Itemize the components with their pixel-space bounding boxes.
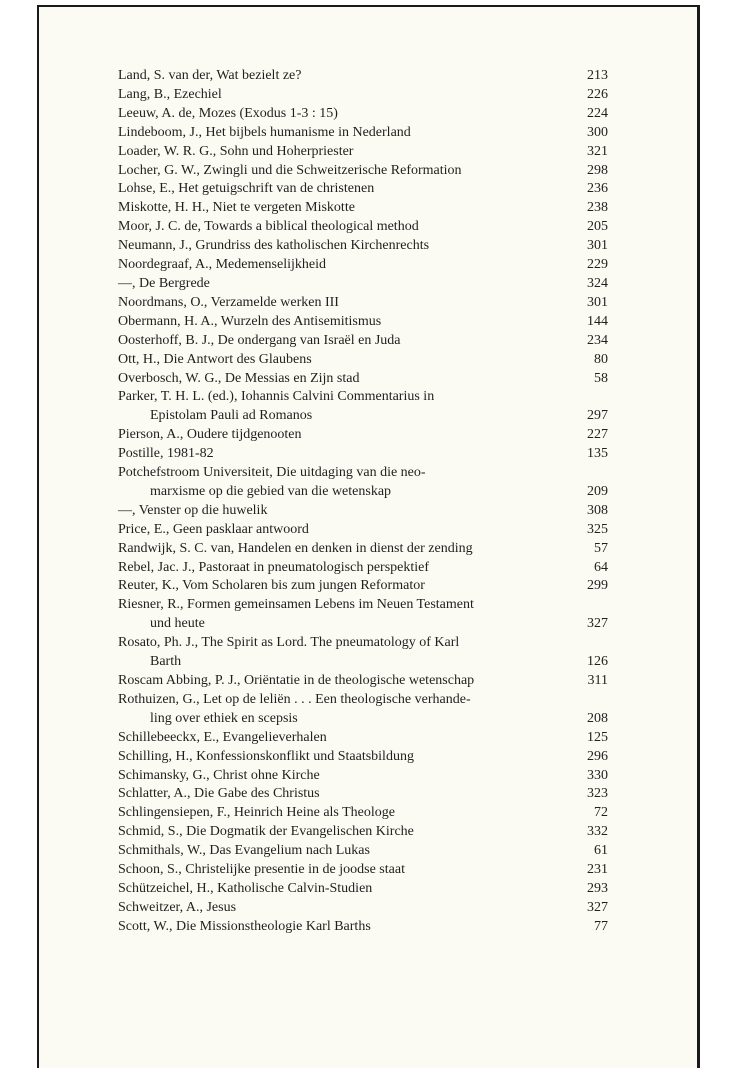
entry-page-number: 300 <box>587 124 608 140</box>
index-entry <box>118 691 610 729</box>
entry-title-continuation: Epistolam Pauli ad Romanos <box>150 408 313 424</box>
entry-page-number: 332 <box>587 824 608 840</box>
entry-page-number: 213 <box>587 68 608 83</box>
book-review-index <box>118 67 610 937</box>
entry-title: Randwijk, S. C. van, Handelen en denken in dienst der zending <box>118 540 473 556</box>
entry-page-number: 325 <box>587 521 608 537</box>
entry-page-number: 58 <box>594 370 608 386</box>
entry-title-continuation: marxisme op die gebied van die wetenskap <box>150 483 392 499</box>
index-entry <box>118 426 610 445</box>
entry-title: Postille, 1981-82 <box>118 446 214 462</box>
entry-title-continuation: ling over ethiek en scepsis <box>150 710 298 726</box>
entry-page-number: 301 <box>587 294 608 310</box>
index-entry <box>118 332 610 351</box>
entry-title: Land, S. van der, Wat bezielt ze? <box>118 68 302 83</box>
index-entry <box>118 256 610 275</box>
index-entry <box>118 729 610 748</box>
index-entry <box>118 861 610 880</box>
index-entry <box>118 388 610 426</box>
index-entry <box>118 445 610 464</box>
entry-title: Scott, W., Die Missionstheologie Karl Barths <box>118 918 371 934</box>
index-entry <box>118 596 610 634</box>
entry-title: Pierson, A., Oudere tijdgenooten <box>118 427 302 443</box>
index-entry <box>118 162 610 181</box>
entry-page-number: 209 <box>587 483 608 499</box>
entry-page-number: 205 <box>587 219 608 235</box>
entry-page-number: 293 <box>587 880 608 896</box>
index-entry <box>118 748 610 767</box>
entry-title: Noordmans, O., Verzamelde werken III <box>118 294 339 310</box>
entry-title: Noordegraaf, A., Medemenselijkheid <box>118 257 326 273</box>
index-entry <box>118 370 610 389</box>
entry-page-number: 324 <box>587 275 608 291</box>
entry-page-number: 226 <box>587 86 608 102</box>
entry-title: Rothuizen, G., Let op de leliën . . . Een theologische verhande- <box>118 691 471 707</box>
entry-page-number: 234 <box>587 332 608 348</box>
entry-page-number: 125 <box>587 729 608 745</box>
entry-page-number: 301 <box>587 238 608 254</box>
entry-title: Parker, T. H. L. (ed.), Iohannis Calvini Commentarius in <box>118 389 435 405</box>
entry-title: Obermann, H. A., Wurzeln des Antisemitismus <box>118 313 382 329</box>
entry-title: Schützeichel, H., Katholische Calvin-Studien <box>118 880 373 896</box>
entry-title: Schimansky, G., Christ ohne Kirche <box>118 767 320 783</box>
index-entry <box>118 143 610 162</box>
index-entry <box>118 275 610 294</box>
index-entry <box>118 804 610 823</box>
entry-page-number: 64 <box>594 559 608 575</box>
entry-title: Oosterhoff, B. J., De ondergang van Israël en Juda <box>118 332 401 348</box>
entry-page-number: 61 <box>594 843 608 859</box>
entry-title: —, De Bergrede <box>118 275 210 291</box>
entry-page-number: 299 <box>587 578 608 594</box>
entry-title: Schlingensiepen, F., Heinrich Heine als Theologe <box>118 805 395 821</box>
index-entry <box>118 785 610 804</box>
index-entry <box>118 918 610 937</box>
entry-title: Schilling, H., Konfessionskonflikt und Staatsbildung <box>118 748 414 764</box>
entry-title: Price, E., Geen pasklaar antwoord <box>118 521 309 537</box>
entry-page-number: 297 <box>587 408 608 424</box>
index-entry <box>118 842 610 861</box>
entry-title: Potchefstroom Universiteit, Die uitdaging van die neo- <box>118 465 426 481</box>
index-entry <box>118 218 610 237</box>
index-entry <box>118 559 610 578</box>
entry-page-number: 231 <box>587 862 608 878</box>
entry-page-number: 57 <box>594 540 608 556</box>
entry-page-number: 126 <box>587 654 608 670</box>
index-entry <box>118 464 610 502</box>
entry-page-number: 236 <box>587 181 608 197</box>
entry-page-number: 80 <box>594 351 608 367</box>
index-entry <box>118 313 610 332</box>
entry-title: Schweitzer, A., Jesus <box>118 899 237 915</box>
entry-title: Loader, W. R. G., Sohn und Hoherpriester <box>118 143 354 159</box>
entry-title: Locher, G. W., Zwingli und die Schweitzerische Reformation <box>118 162 462 178</box>
entry-title: Moor, J. C. de, Towards a biblical theological method <box>118 219 419 235</box>
entry-page-number: 321 <box>587 143 608 159</box>
entry-title-continuation: und heute <box>150 616 205 632</box>
entry-title-continuation: Barth <box>150 654 182 670</box>
entry-title: Lindeboom, J., Het bijbels humanisme in Nederland <box>118 124 411 140</box>
entry-title: Schlatter, A., Die Gabe des Christus <box>118 786 320 802</box>
entry-title: Riesner, R., Formen gemeinsamen Lebens im Neuen Testament <box>118 597 474 613</box>
entry-title: Ott, H., Die Antwort des Glaubens <box>118 351 312 367</box>
entry-title: Schoon, S., Christelijke presentie in de joodse staat <box>118 862 405 878</box>
index-entry <box>118 351 610 370</box>
entry-page-number: 327 <box>587 899 608 915</box>
index-entry <box>118 294 610 313</box>
index-entry <box>118 86 610 105</box>
index-entry <box>118 105 610 124</box>
index-entry <box>118 124 610 143</box>
entry-page-number: 323 <box>587 786 608 802</box>
index-entry <box>118 180 610 199</box>
index-entry <box>118 880 610 899</box>
entry-page-number: 238 <box>587 200 608 216</box>
entry-title: Lohse, E., Het getuigschrift van de christenen <box>118 181 375 197</box>
entry-page-number: 296 <box>587 748 608 764</box>
entry-page-number: 298 <box>587 162 608 178</box>
entry-page-number: 224 <box>587 105 608 121</box>
index-entry <box>118 237 610 256</box>
entry-title: —, Venster op die huwelik <box>118 502 268 518</box>
index-entry <box>118 634 610 672</box>
entry-page-number: 330 <box>587 767 608 783</box>
entry-page-number: 208 <box>587 710 608 726</box>
index-entry <box>118 577 610 596</box>
entry-page-number: 144 <box>587 313 608 329</box>
entry-title: Overbosch, W. G., De Messias en Zijn stad <box>118 370 360 386</box>
entry-title: Leeuw, A. de, Mozes (Exodus 1-3 : 15) <box>118 105 338 121</box>
index-entry <box>118 199 610 218</box>
entry-title: Lang, B., Ezechiel <box>118 86 222 102</box>
entry-title: Schillebeeckx, E., Evangelieverhalen <box>118 729 327 745</box>
index-entry <box>118 823 610 842</box>
index-entry <box>118 672 610 691</box>
index-entry <box>118 899 610 918</box>
entry-title: Schmid, S., Die Dogmatik der Evangelischen Kirche <box>118 824 414 840</box>
entry-title: Roscam Abbing, P. J., Oriëntatie in de theologische wetenschap <box>118 673 475 688</box>
entry-title: Miskotte, H. H., Niet te vergeten Miskotte <box>118 200 355 216</box>
entry-page-number: 327 <box>587 616 608 632</box>
entry-title: Reuter, K., Vom Scholaren bis zum jungen Reformator <box>118 578 425 594</box>
index-entry <box>118 502 610 521</box>
entry-title: Rosato, Ph. J., The Spirit as Lord. The pneumatology of Karl <box>118 635 460 651</box>
index-entry <box>118 540 610 559</box>
index-entry <box>118 767 610 786</box>
entry-page-number: 308 <box>587 502 608 518</box>
entry-title: Neumann, J., Grundriss des katholischen Kirchenrechts <box>118 238 430 254</box>
entry-page-number: 227 <box>587 427 608 443</box>
entry-page-number: 77 <box>594 918 608 934</box>
entry-title: Rebel, Jac. J., Pastoraat in pneumatologisch perspektief <box>118 559 430 575</box>
entry-title: Schmithals, W., Das Evangelium nach Lukas <box>118 843 370 859</box>
entry-page-number: 229 <box>587 257 608 273</box>
entry-page-number: 311 <box>587 673 608 688</box>
index-entry <box>118 67 610 86</box>
index-entry <box>118 521 610 540</box>
entry-page-number: 72 <box>594 805 608 821</box>
entry-page-number: 135 <box>587 446 608 462</box>
